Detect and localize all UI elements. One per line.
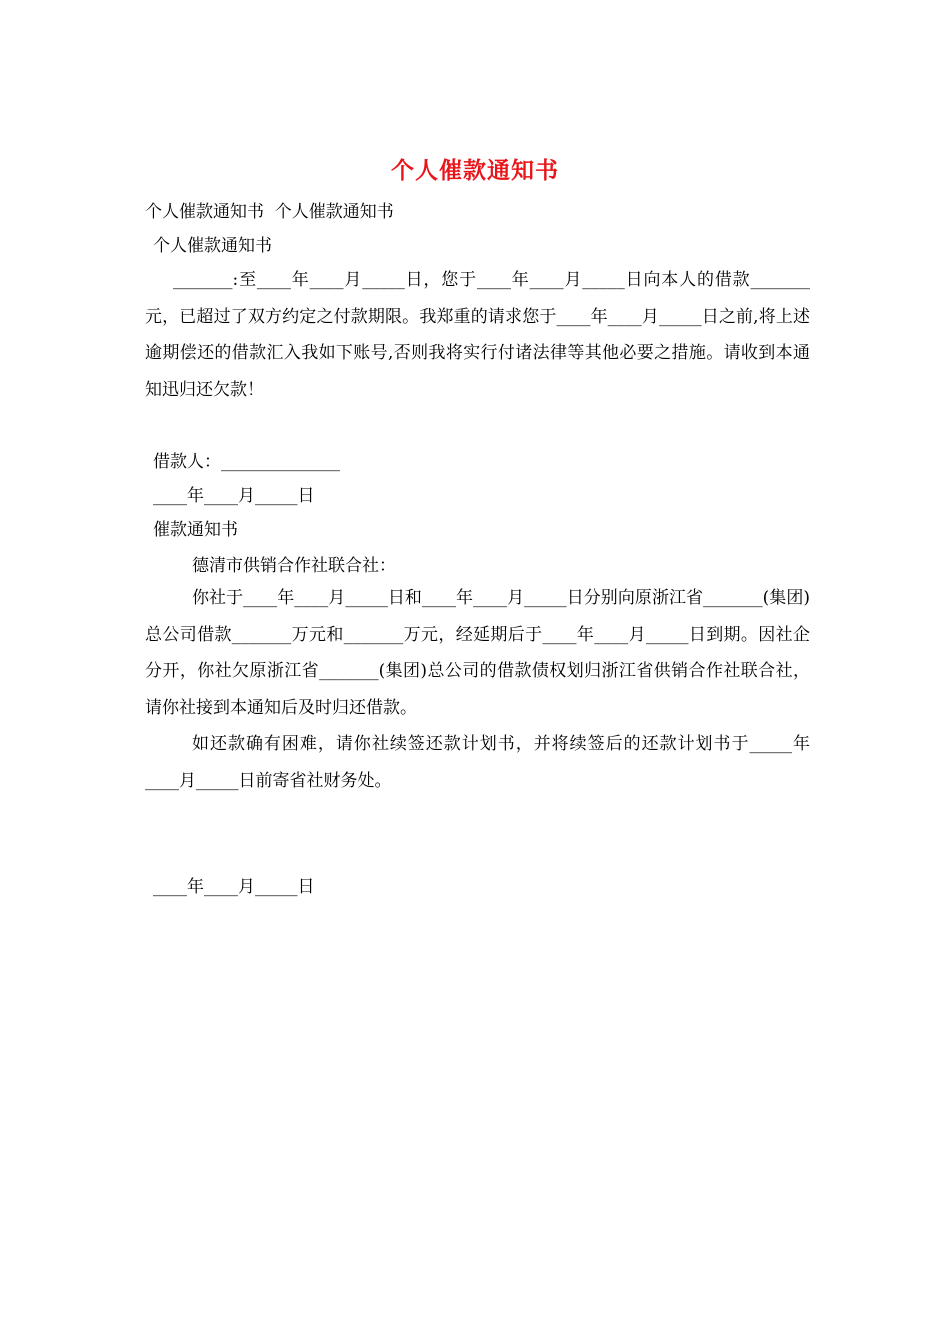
personal-notice-body: _______:至____年____月_____日，您于____年____月_____日向本人的借款_______元，已超过了双方约定之付款期限。我郑重的请求您于____年____月_____日之前,将上述逾期偿还的借款汇入我如下账号,否则我将实行付诸法律等其他必要之措施。请收到本通知迅归还欠款！ [145, 270, 810, 400]
subheading: 个人催款通知书 [153, 236, 272, 256]
collection-notice-paragraph-2: 如还款确有困难，请你社续签还款计划书，并将续签后的还款计划书于_____年____月_____日前寄省社财务处。 [145, 734, 810, 791]
collection-notice-date: ____年____月_____日 [153, 877, 315, 897]
lender-signature-line: 借款人：______________ [153, 452, 340, 472]
collection-notice-addressee: 德清市供销合作社联合社： [192, 556, 396, 576]
heading-line: 个人催款通知书 个人催款通知书 [145, 202, 394, 222]
personal-notice-date: ____年____月_____日 [153, 486, 315, 506]
document-title: 个人催款通知书 [391, 157, 559, 184]
collection-notice-paragraph-1: 你社于____年____月_____日和____年____月_____日分别向原浙江省_______(集团)总公司借款_______万元和_______万元，经延期后于____年____月_____日到期。因社企分开，你社欠原浙江省_______(集团)总公司的借款债权划归浙江省供销合作社联合社，请你社接到本通知后及时归还借款。 [145, 588, 810, 718]
collection-notice-heading: 催款通知书 [153, 520, 238, 540]
